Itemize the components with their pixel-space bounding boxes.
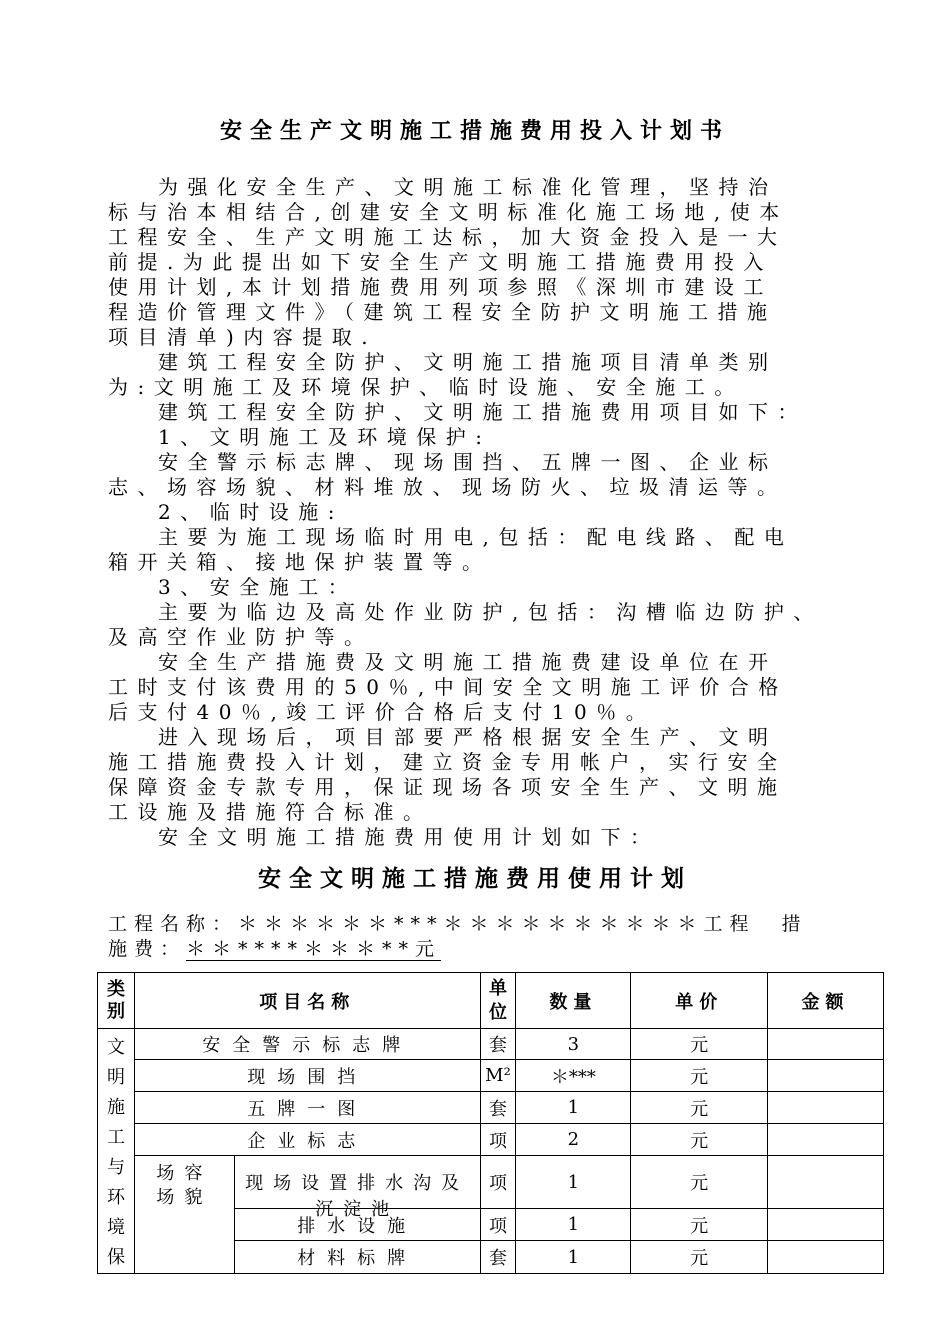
category-cell: 文明施工与环境保 — [98, 1029, 135, 1274]
paragraph-line: 志、场容场貌、材料堆放、现场防火、垃圾清运等。 — [108, 475, 787, 499]
amount-cell — [768, 1060, 884, 1092]
table-row — [98, 1060, 884, 1092]
quantity-cell: 2 — [516, 1124, 631, 1156]
paragraph-line: 标与治本相结合,创建安全文明标准化施工场地,使本 — [108, 200, 789, 224]
paragraph-line: 使用计划,本计划措施费用列项参照《深圳市建设工 — [108, 275, 773, 299]
quantity-cell: 1 — [516, 1241, 631, 1274]
paragraph-line: 及高空作业防护等。 — [108, 625, 374, 649]
project-info — [108, 912, 808, 962]
paragraph-line: 安全文明施工措施费用使用计划如下： — [158, 825, 660, 849]
paragraph-line: 进入现场后，项目部要严格根据安全生产、文明 — [158, 725, 778, 749]
unit-cell: M² — [480, 1060, 516, 1092]
paragraph-line: 箱开关箱、接地保护装置等。 — [108, 550, 492, 574]
price-cell: 元 — [631, 1156, 768, 1209]
paragraph-line: 1、文明施工及环境保护: — [158, 425, 492, 449]
header-unit: 单位 — [480, 973, 516, 1029]
quantity-cell: 1 — [516, 1092, 631, 1124]
plan-subtitle: 安全文明施工措施费用使用计划 — [258, 866, 692, 892]
header-amount: 金额 — [768, 973, 884, 1029]
header-quantity: 数量 — [516, 973, 631, 1029]
quantity-cell: 1 — [516, 1209, 631, 1241]
paragraph-line: 项目清单)内容提取. — [108, 325, 378, 349]
unit-cell: 套 — [480, 1029, 516, 1060]
unit-cell: 项 — [480, 1124, 516, 1156]
unit-cell: 套 — [480, 1241, 516, 1274]
item-name: 现场围挡 — [134, 1060, 480, 1092]
paragraph-line: 前提.为此提出如下安全生产文明施工措施费用投入 — [108, 250, 773, 274]
project-name-line: 工程名称：＊＊＊＊＊＊***＊＊＊＊＊＊＊＊＊＊工程 措 — [108, 913, 808, 935]
paragraph-line: 工程安全、生产文明施工达标，加大资金投入是一大 — [108, 225, 787, 249]
paragraph-line: 为:文明施工及环境保护、临时设施、安全施工。 — [108, 375, 744, 399]
paragraph-line: 施工措施费投入计划，建立资金专用帐户，实行安全 — [108, 750, 787, 774]
fee-label: 施费： — [108, 938, 187, 960]
amount-cell — [768, 1092, 884, 1124]
header-unit-price: 单价 — [631, 973, 768, 1029]
quantity-cell: ＊*** — [516, 1060, 631, 1092]
table-header-row — [98, 973, 884, 1029]
amount-cell — [768, 1241, 884, 1274]
paragraph-line: 主要为临边及高处作业防护,包括：沟槽临边防护、 — [158, 600, 823, 624]
price-cell: 元 — [631, 1124, 768, 1156]
paragraph-line: 后支付40％,竣工评价合格后支付10％。 — [108, 700, 656, 724]
subgroup-cell: 场容场貌 — [134, 1156, 234, 1274]
amount-cell — [768, 1209, 884, 1241]
paragraph-line: 为强化安全生产、文明施工标准化管理，坚持治 — [158, 175, 778, 199]
item-name: 现场设置排水沟及沉淀池 — [234, 1156, 480, 1209]
item-name: 五牌一图 — [134, 1092, 480, 1124]
item-name: 企业标志 — [134, 1124, 480, 1156]
paragraph-line: 主要为施工现场临时用电,包括：配电线路、配电 — [158, 525, 794, 549]
unit-cell: 套 — [480, 1092, 516, 1124]
item-name: 安全警示标志牌 — [134, 1029, 480, 1060]
price-cell: 元 — [631, 1209, 768, 1241]
header-category: 类别 — [98, 973, 135, 1029]
paragraph-line: 建筑工程安全防护、文明施工措施项目清单类别 — [158, 350, 778, 374]
amount-cell — [768, 1156, 884, 1209]
paragraph-line: 工设施及措施符合标准。 — [108, 800, 433, 824]
unit-cell: 项 — [480, 1156, 516, 1209]
price-cell: 元 — [631, 1241, 768, 1274]
item-name: 材料标牌 — [234, 1241, 480, 1274]
amount-cell — [768, 1029, 884, 1060]
paragraph-line: 保障资金专款专用，保证现场各项安全生产、文明施 — [108, 775, 787, 799]
fee-line — [108, 937, 808, 962]
price-cell: 元 — [631, 1060, 768, 1092]
document-body — [108, 175, 898, 850]
cost-plan-table — [97, 972, 884, 1274]
header-item-name: 项目名称 — [134, 973, 480, 1029]
quantity-cell: 3 — [516, 1029, 631, 1060]
table-row — [98, 1092, 884, 1124]
table-row — [98, 1029, 884, 1060]
quantity-cell: 1 — [516, 1156, 631, 1209]
paragraph-line: 安全生产措施费及文明施工措施费建设单位在开 — [158, 650, 778, 674]
table-row — [98, 1124, 884, 1156]
item-name: 排水设施 — [234, 1209, 480, 1241]
paragraph-line: 工时支付该费用的50％,中间安全文明施工评价合格 — [108, 675, 788, 699]
fee-value: ＊＊****＊＊＊**元 — [186, 938, 442, 960]
paragraph-line: 安全警示标志牌、现场围挡、五牌一图、企业标 — [158, 450, 778, 474]
price-cell: 元 — [631, 1029, 768, 1060]
price-cell: 元 — [631, 1092, 768, 1124]
paragraph-line: 2、临时设施: — [158, 500, 344, 524]
unit-cell: 项 — [480, 1209, 516, 1241]
paragraph-line: 程造价管理文件》（建筑工程安全防护文明施工措施 — [108, 300, 777, 324]
paragraph-line: 3、安全施工： — [158, 575, 358, 599]
document-title: 安全生产文明施工措施费用投入计划书 — [219, 119, 730, 144]
paragraph-line: 建筑工程安全防护、文明施工措施费用项目如下： — [158, 400, 807, 424]
amount-cell — [768, 1124, 884, 1156]
table-row — [98, 1156, 884, 1209]
